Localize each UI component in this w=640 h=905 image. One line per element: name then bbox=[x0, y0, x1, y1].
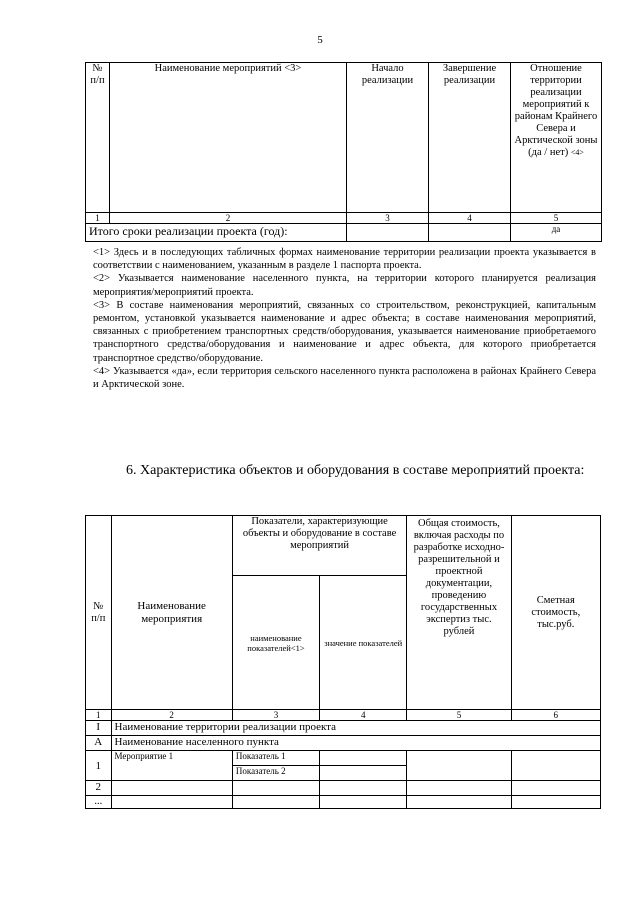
cell bbox=[111, 796, 232, 809]
settlement-row bbox=[86, 736, 601, 751]
row-code: I bbox=[86, 721, 112, 736]
settlement-label: Наименование населенного пункта bbox=[111, 736, 600, 751]
header-start: Начало реализации bbox=[347, 63, 429, 213]
event-row bbox=[86, 751, 601, 766]
col-number: 5 bbox=[511, 213, 602, 224]
column-numbers-row bbox=[86, 213, 602, 224]
col-number: 2 bbox=[111, 710, 232, 721]
cell bbox=[232, 796, 319, 809]
table-header-row bbox=[86, 63, 602, 213]
footnote-1: <1> Здесь и в последующих табличных формах наименование территории реализации проекта указывается в соответствии с наименованием, указанным в разделе 1 паспорта проекта. bbox=[93, 247, 596, 272]
cell bbox=[511, 781, 600, 796]
col-number: 3 bbox=[347, 213, 429, 224]
indicator-value bbox=[320, 751, 407, 766]
header-footnote-4: <4> bbox=[570, 148, 584, 157]
header-north-relation-tail: (да / нет) bbox=[528, 147, 569, 158]
header-indicator-name: наименование показателей<1> bbox=[232, 576, 319, 710]
header-total-cost: Общая стоимость, включая расходы по разработке исходно-разрешительной и проектной документации, проведению государственных экспертиз тыс. рублей bbox=[407, 516, 511, 710]
header-end: Завершение реализации bbox=[429, 63, 511, 213]
row-code: ... bbox=[86, 796, 112, 809]
header-events-name: Наименование мероприятий <3> bbox=[110, 63, 347, 213]
footnote-4: <4> Указывается «да», если территория сельского населенного пункта расположена в районах Крайнего Севера и Арктической зоне. bbox=[93, 365, 596, 391]
footnote-3: <3> В составе наименования мероприятий, связанных со строительством, реконструкцией, капитальным ремонтом, установкой указывается наименование и адрес объекта; в составе наименования мероприятий, связанных с приобретением транспортных средств/оборудования, указывается наименование приобретаемого транспортного средства/оборудования и наименование и адрес объекта, для которого приобретается транспортное средство/оборудование. bbox=[93, 299, 596, 364]
section-heading-text: 6. Характеристика объектов и оборудования в составе мероприятий проекта: bbox=[126, 463, 585, 478]
col-number: 1 bbox=[86, 213, 110, 224]
cell bbox=[407, 781, 511, 796]
territory-row bbox=[86, 721, 601, 736]
column-numbers-row bbox=[86, 710, 601, 721]
header-num: № п/п bbox=[86, 63, 110, 213]
total-value: да bbox=[511, 224, 602, 242]
indicator-value bbox=[320, 766, 407, 781]
territory-label: Наименование территории реализации проекта bbox=[111, 721, 600, 736]
header-event-name: Наименование мероприятия bbox=[111, 516, 232, 710]
cell bbox=[111, 781, 232, 796]
col-number: 3 bbox=[232, 710, 319, 721]
objects-equipment-table bbox=[85, 515, 601, 809]
header-north-relation-text: Отношение территории реализации мероприятий к районам Крайнего Севера и Арктической зоны bbox=[514, 63, 598, 146]
col-number: 6 bbox=[511, 710, 600, 721]
cell bbox=[511, 796, 600, 809]
row-code: 1 bbox=[86, 751, 112, 781]
col-number: 5 bbox=[407, 710, 511, 721]
cell bbox=[407, 796, 511, 809]
total-cost-cell bbox=[407, 751, 511, 781]
col-number: 2 bbox=[110, 213, 347, 224]
event-name: Мероприятие 1 bbox=[111, 751, 232, 781]
col-number: 4 bbox=[429, 213, 511, 224]
total-label: Итого сроки реализации проекта (год): bbox=[86, 224, 347, 242]
total-row bbox=[86, 224, 602, 242]
header-indicator-value: значение показателей bbox=[320, 576, 407, 710]
row-code: А bbox=[86, 736, 112, 751]
row-2 bbox=[86, 781, 601, 796]
indicator-name: Показатель 2 bbox=[232, 766, 319, 781]
estimate-cell bbox=[511, 751, 600, 781]
cell bbox=[232, 781, 319, 796]
footnote-2: <2> Указывается наименование населенного пункта, на территории которого планируется реализация мероприятия/мероприятий проекта. bbox=[93, 273, 596, 298]
total-end-cell bbox=[429, 224, 511, 242]
events-timeline-table bbox=[85, 62, 602, 242]
col-number: 4 bbox=[320, 710, 407, 721]
header-estimate: Сметная стоимость, тыс.руб. bbox=[511, 516, 600, 710]
cell bbox=[320, 796, 407, 809]
section-heading bbox=[93, 462, 596, 480]
header-indicators: Показатели, характеризующие объекты и оборудование в составе мероприятий bbox=[232, 516, 407, 576]
row-ellipsis bbox=[86, 796, 601, 809]
total-start-cell bbox=[347, 224, 429, 242]
header-num: № п/п bbox=[86, 516, 112, 710]
indicator-name: Показатель 1 bbox=[232, 751, 319, 766]
cell bbox=[320, 781, 407, 796]
header-north-relation bbox=[511, 63, 602, 213]
row-code: 2 bbox=[86, 781, 112, 796]
footnotes bbox=[93, 246, 596, 391]
page-number: 5 bbox=[317, 34, 323, 46]
table-header-row bbox=[86, 516, 601, 576]
col-number: 1 bbox=[86, 710, 112, 721]
